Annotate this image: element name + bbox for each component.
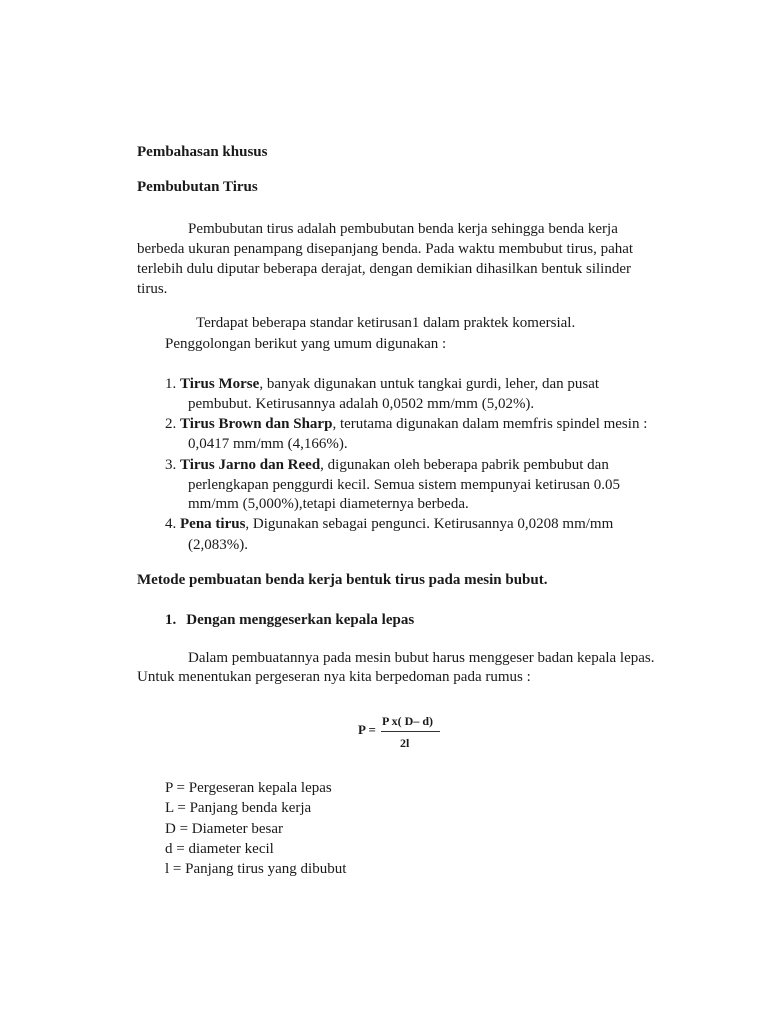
- standards-line: Terdapat beberapa standar ketirusan1 dalam praktek komersial.: [196, 315, 576, 331]
- list-item: 1. Tirus Morse, banyak digunakan untuk tangkai gurdi, leher, dan pusat: [165, 376, 600, 392]
- legend-line: l = Panjang tirus yang dibubut: [165, 861, 347, 877]
- section-heading: Pembahasan khusus: [137, 144, 268, 160]
- list-item-continuation: pembubut. Ketirusannya adalah 0,0502 mm/mm (5,02%).: [188, 396, 535, 412]
- fraction-bar: [381, 731, 440, 732]
- formula: [356, 714, 446, 754]
- list-item-continuation: mm/mm (5,000%),tetapi diameternya berbeda.: [188, 496, 469, 512]
- intro-line: terlebih dulu diputar beberapa derajat, dengan demikian dihasilkan bentuk silinder: [137, 261, 632, 277]
- intro-line: Pembubutan tirus adalah pembubutan benda kerja sehingga benda kerja: [188, 221, 618, 237]
- legend-line: P = Pergeseran kepala lepas: [165, 780, 332, 796]
- intro-line: tirus.: [137, 281, 168, 297]
- formula-numerator: P x( D– d): [382, 714, 433, 728]
- list-item: 2. Tirus Brown dan Sharp, terutama digunakan dalam memfris spindel mesin :: [165, 416, 648, 432]
- method-heading: Metode pembuatan benda kerja bentuk tirus pada mesin bubut.: [137, 572, 548, 588]
- list-item: 4. Pena tirus, Digunakan sebagai pengunci. Ketirusannya 0,0208 mm/mm: [165, 516, 614, 532]
- subsection-heading: Pembubutan Tirus: [137, 179, 258, 195]
- list-item: 3. Tirus Jarno dan Reed, digunakan oleh beberapa pabrik pembubut dan: [165, 457, 609, 473]
- formula-denominator: 2l: [400, 736, 410, 750]
- list-item-continuation: (2,083%).: [188, 537, 248, 553]
- legend-line: L = Panjang benda kerja: [165, 800, 312, 816]
- legend-line: D = Diameter besar: [165, 821, 283, 837]
- legend-line: d = diameter kecil: [165, 841, 274, 857]
- intro-line: berbeda ukuran penampang disepanjang benda. Pada waktu membubut tirus, pahat: [137, 241, 634, 257]
- method-1-line: Dalam pembuatannya pada mesin bubut harus menggeser badan kepala lepas.: [188, 650, 655, 666]
- standards-line: Penggolongan berikut yang umum digunakan :: [165, 336, 447, 352]
- list-item-continuation: 0,0417 mm/mm (4,166%).: [188, 436, 348, 452]
- list-item-continuation: perlengkapan penggurdi kecil. Semua sistem mempunyai ketirusan 0.05: [188, 477, 620, 493]
- formula-lhs: P =: [358, 722, 376, 737]
- method-1-line: Untuk menentukan pergeseran nya kita berpedoman pada rumus :: [137, 669, 531, 685]
- method-1-heading: 1. Dengan menggeserkan kepala lepas: [165, 612, 415, 628]
